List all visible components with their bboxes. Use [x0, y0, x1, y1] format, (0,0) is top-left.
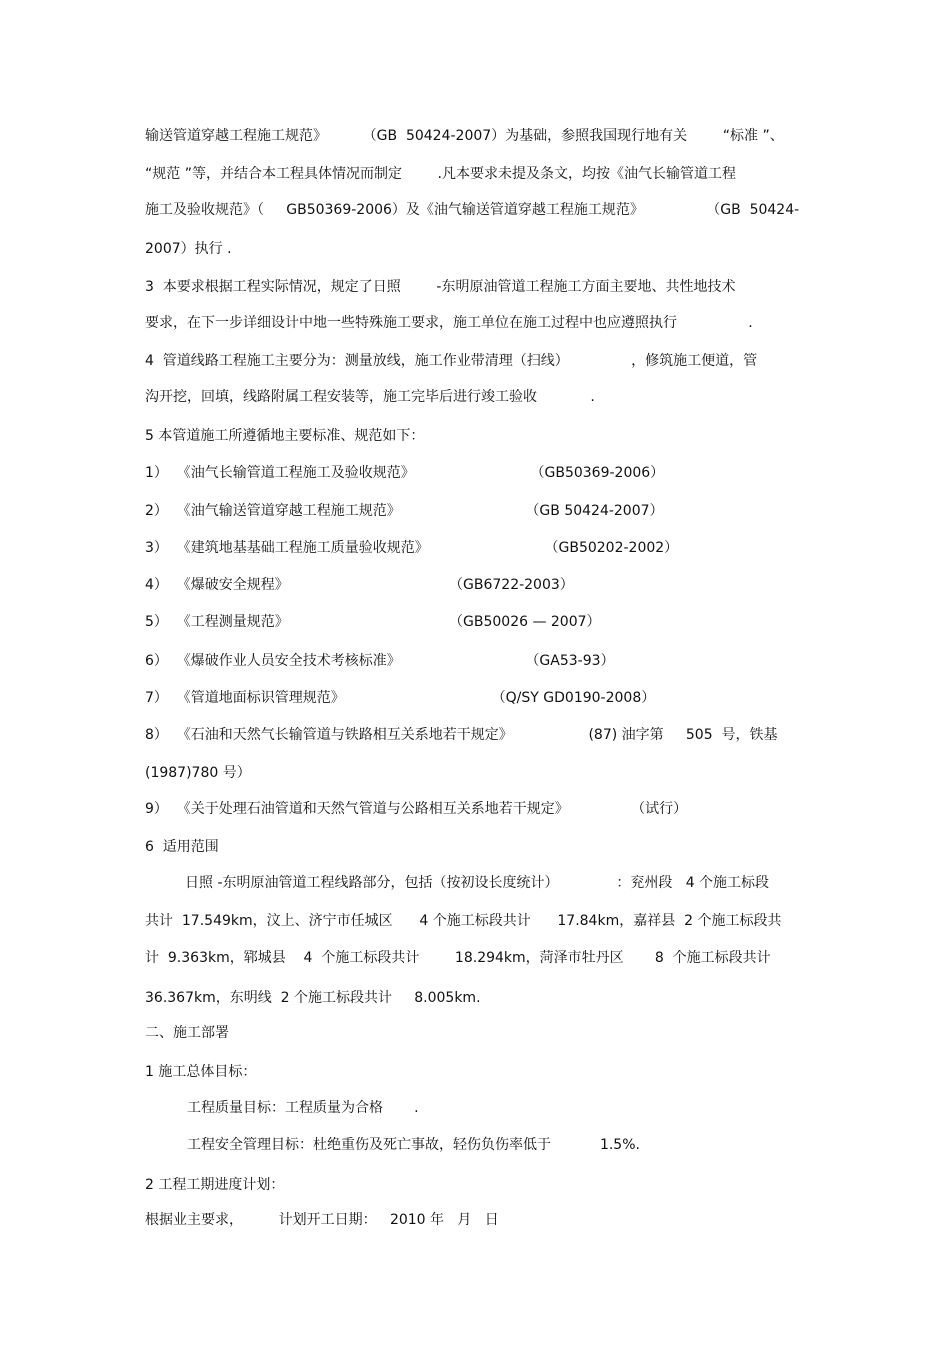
text-line: 施工及验收规范》（ GB50369-2006）及《油气输送管道穿越工程施工规范》 （GB 50424-: [145, 202, 800, 218]
standard-list-item: 9） 《关于处理石油管道和天然气管道与公路相互关系地若干规定》 （试行）: [145, 801, 688, 817]
text-line: 计 9.363km，郓城县 4 个施工标段共计 18.294km，菏泽市牡丹区 8 个施工标段共计: [145, 950, 771, 966]
text-line: 输送管道穿越工程施工规范》 （GB 50424-2007）为基础，参照我国现行地有关 “标准 ”、: [145, 128, 784, 144]
text-line: 共计 17.549km，汶上、济宁市任城区 4 个施工标段共计 17.84km，嘉祥县 2 个施工标段共: [145, 913, 782, 929]
standard-list-item: 5） 《工程测量规范》 （GB50026 — 2007）: [145, 614, 601, 630]
text-line: (1987)780 号）: [145, 765, 251, 781]
text-line: 2007）执行 .: [145, 241, 232, 257]
text-line: 工程质量目标：工程质量为合格 .: [187, 1100, 419, 1116]
standard-list-item: 2） 《油气输送管道穿越工程施工规范》 （GB 50424-2007）: [145, 503, 664, 519]
standard-list-item: 4） 《爆破安全规程》 （GB6722-2003）: [145, 577, 574, 593]
section-heading: 1 施工总体目标：: [145, 1064, 257, 1080]
text-line: 4 管道线路工程施工主要分为：测量放线，施工作业带清理（扫线） ，修筑施工便道，管: [145, 353, 758, 369]
text-line: “规范 ”等，并结合本工程具体情况而制定 .凡本要求未提及条文，均按《油气长输管道工程: [145, 166, 737, 182]
text-line: 工程安全管理目标：杜绝重伤及死亡事故，轻伤负伤率低于 1.5%.: [187, 1137, 640, 1153]
standard-list-item: 1） 《油气长输管道工程施工及验收规范》 （GB50369-2006）: [145, 465, 665, 481]
text-line: 沟开挖，回填，线路附属工程安装等，施工完毕后进行竣工验收 .: [145, 389, 595, 405]
text-line: 日照 -东明原油管道工程线路部分，包括（按初设长度统计） ：兖州段 4 个施工标段: [185, 875, 770, 891]
text-line: 根据业主要求， 计划开工日期： 2010 年 月 日: [145, 1212, 499, 1228]
text-line: 5 本管道施工所遵循地主要标准、规范如下：: [145, 428, 425, 444]
standard-list-item: 7） 《管道地面标识管理规范》 （Q/SY GD0190-2008）: [145, 690, 656, 706]
text-line: 36.367km，东明线 2 个施工标段共计 8.005km.: [145, 990, 481, 1006]
section-heading: 2 工程工期进度计划：: [145, 1177, 285, 1193]
section-heading: 6 适用范围: [145, 839, 219, 855]
standard-list-item: 6） 《爆破作业人员安全技术考核标准》 （GA53-93）: [145, 653, 615, 669]
standard-list-item: 3） 《建筑地基基础工程施工质量验收规范》 （GB50202-2002）: [145, 540, 679, 556]
standard-list-item: 8） 《石油和天然气长输管道与铁路相互关系地若干规定》 (87) 油字第 505 号，铁基: [145, 727, 778, 743]
text-line: 要求，在下一步详细设计中地一些特殊施工要求，施工单位在施工过程中也应遵照执行 .: [145, 315, 753, 331]
section-heading: 二、施工部署: [145, 1025, 229, 1041]
text-line: 3 本要求根据工程实际情况，规定了日照 -东明原油管道工程施工方面主要地、共性地技术: [145, 279, 736, 295]
